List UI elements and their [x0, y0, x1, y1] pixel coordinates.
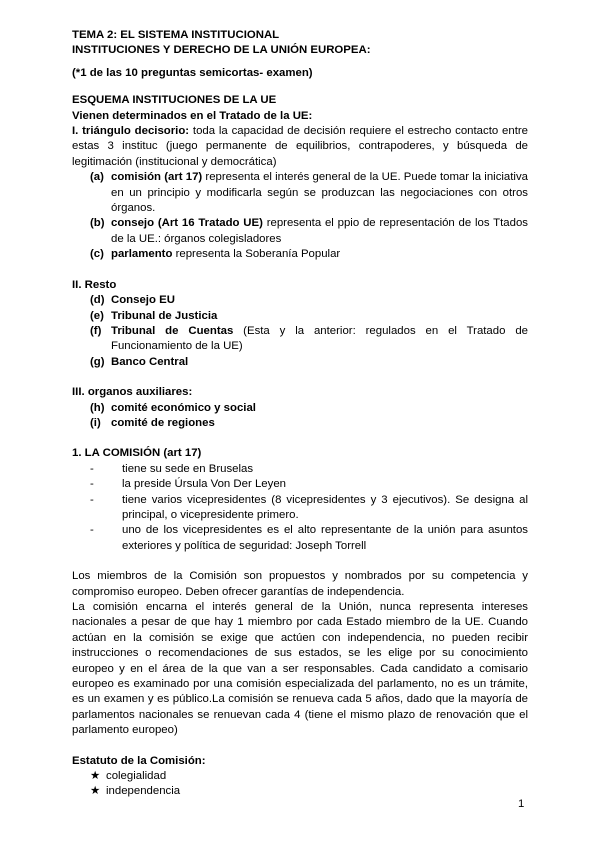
item-bold: comisión (art 17) — [111, 171, 203, 184]
item-text — [111, 324, 528, 355]
list-item-i — [72, 416, 528, 431]
item-rest: (Esta y la anterior: regulados en el Tratado de Funcionamiento de la UE) — [111, 324, 528, 353]
star-text: colegialidad — [106, 770, 167, 783]
resto-heading: II. Resto — [72, 278, 117, 291]
exam-note: (*1 de las 10 preguntas semicortas- examen) — [72, 66, 313, 79]
item-text — [111, 216, 528, 247]
esquema-subheading: Vienen determinados en el Tratado de la UE: — [72, 109, 313, 122]
list-item-a — [72, 170, 528, 216]
bullet-item — [72, 523, 528, 554]
item-label: (f) — [90, 324, 102, 337]
star-item — [72, 769, 528, 784]
bullet-item — [72, 462, 528, 477]
item-bold: parlamento — [111, 248, 173, 261]
item-label: (i) — [90, 416, 101, 429]
item-label: (b) — [90, 217, 105, 230]
comision-heading: 1. LA COMISIÓN (art 17) — [72, 447, 202, 460]
item-bold: Tribunal de Justicia — [111, 309, 218, 322]
item-label: (d) — [90, 294, 105, 307]
item-bold: consejo (Art 16 Tratado UE) — [111, 217, 263, 230]
item-rest: representa el ppio de representación de los Ttados de la UE.: órganos colegisladores — [111, 217, 529, 245]
triangulo-text: toda la capacidad de decisión requiere el estrecho contacto entre estas 3 institu​c (juego permanente de equilibrios, contrapoderes, y búsqueda de legitimación (institucional y democrática) — [72, 125, 528, 168]
bullet-text: uno de los vicepresidentes es el alto representante de la unión para asuntos exteriores y política de seguridad: Joseph Torrell — [122, 524, 528, 552]
item-bold: Consejo EU — [111, 294, 175, 307]
item-bold: Banco Central — [111, 355, 189, 368]
item-text — [111, 170, 528, 216]
item-bold: comité de regiones — [111, 416, 215, 429]
list-item-d — [72, 293, 528, 308]
dash-marker: - — [90, 462, 94, 475]
item-bold: comité económico y social — [111, 401, 256, 414]
comision-paragraph-1: Los miembros de la Comisión son propuestos y nombrados por su competencia y compromiso europeo. Deben ofrecer garantías de independencia. — [72, 570, 528, 598]
list-item-e — [72, 309, 528, 324]
doc-title-2: INSTITUCIONES Y DERECHO DE LA UNIÓN EUROPEA: — [72, 44, 371, 57]
bullet-item — [72, 493, 528, 524]
item-rest: representa la Soberanía Popular — [172, 248, 341, 261]
bullet-item — [72, 477, 528, 492]
item-bold: Tribunal de Cuentas — [111, 324, 234, 337]
item-label: (c) — [90, 248, 104, 261]
list-item-h — [72, 401, 528, 416]
estatuto-heading: Estatuto de la Comisión: — [72, 754, 206, 767]
bullet-text: la preside Úrsula Von Der Leyen — [122, 478, 286, 491]
comision-paragraph-2: La comisión encarna el interés general de la Unión, nunca representa intereses nacionales a pesar de que hay 1 miembro por cada Estado miembro de la UE. Cuando actúan en la comisión se exige que actúen con independencia, no pueden recibir instrucciones o recomendaciones de sus estados, se les elige por su conocimiento europeo y en el área de la que van a ser responsables. Cada candidato a comisario europeo es examinado por una comisión especializada del parlamento, no es un trámite, es un examen y es público.La comisión se renueva cada 5 años, dado que la mayoría de parlamentos nacionales se renuevan cada 4 (tiene el mismo plazo de renovación que el parlamento europeo) — [72, 601, 528, 737]
item-text — [111, 247, 528, 262]
dash-marker: - — [90, 524, 94, 537]
esquema-heading: ESQUEMA INSTITUCIONES DE LA UE — [72, 94, 277, 107]
item-label: (h) — [90, 401, 105, 414]
page-number: 1 — [518, 798, 525, 810]
list-item-b — [72, 216, 528, 247]
dash-marker: - — [90, 478, 94, 491]
bullet-text: tiene su sede en Bruselas — [122, 462, 254, 475]
item-label: (e) — [90, 309, 104, 322]
item-rest: representa el interés general de la UE. Puede tomar la iniciativa en un principio y modificarla según se produzcan las negociaciones con otros órganos. — [111, 171, 528, 215]
triangulo-paragraph — [72, 124, 528, 170]
list-item-c — [72, 247, 528, 262]
list-item-g — [72, 355, 528, 370]
star-icon: ★ — [90, 770, 101, 783]
bullet-text: tiene varios vicepresidentes (8 vicepresidentes y 3 ejecutivos). Se designa al principal, o vicepresidente primero. — [122, 493, 528, 521]
document-body — [72, 28, 528, 800]
auxiliares-heading: III. organos auxiliares: — [72, 386, 193, 399]
triangulo-label: I. triángulo decisorio: — [72, 125, 190, 138]
star-item — [72, 784, 528, 799]
star-text: independencia — [106, 785, 181, 798]
item-label: (a) — [90, 171, 104, 184]
star-icon: ★ — [90, 785, 101, 798]
dash-marker: - — [90, 493, 94, 506]
item-label: (g) — [90, 355, 105, 368]
doc-title-1: TEMA 2: EL SISTEMA INSTITUCIONAL — [72, 29, 280, 41]
list-item-f — [72, 324, 528, 355]
